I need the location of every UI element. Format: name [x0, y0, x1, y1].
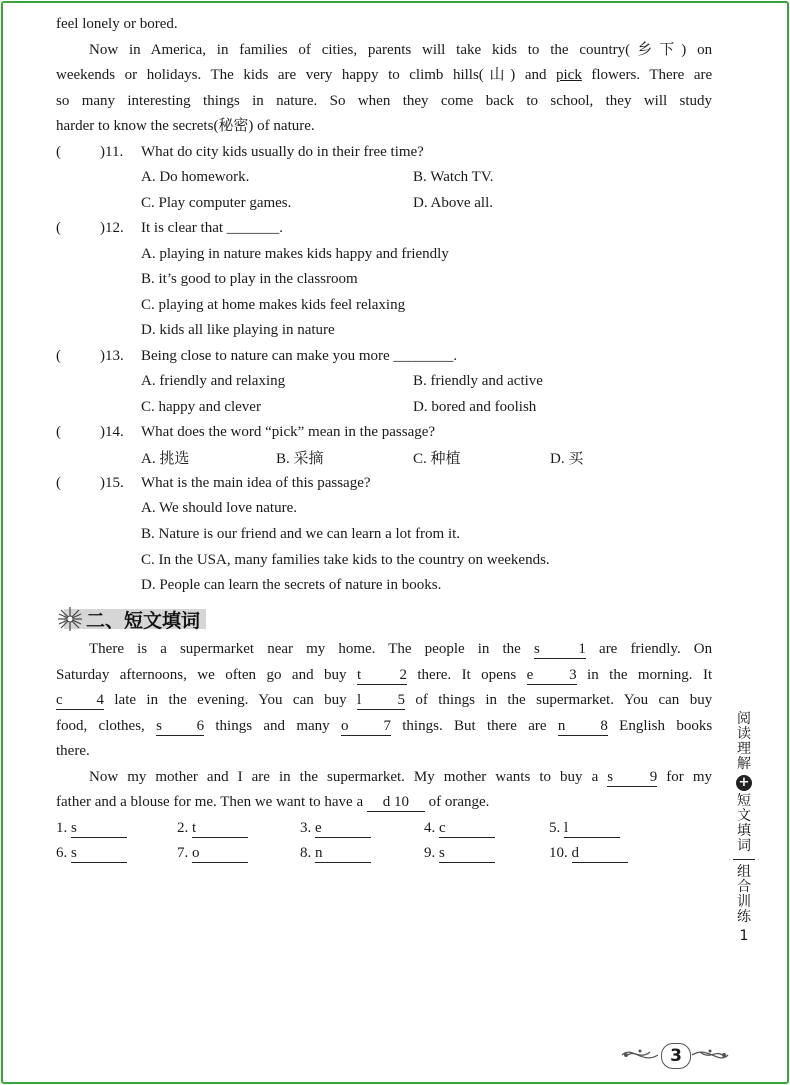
- side-divider: [733, 859, 755, 860]
- q11-option-d[interactable]: D. Above all.: [413, 195, 493, 211]
- page-number-ornament: [620, 1040, 730, 1070]
- q12-bracket[interactable]: (: [56, 220, 61, 236]
- q15-stem: What is the main idea of this passage?: [141, 475, 371, 491]
- answer-8[interactable]: 8. n: [300, 843, 371, 863]
- blank-2[interactable]: t 2: [356, 667, 407, 683]
- q12-option-a[interactable]: A. playing in nature makes kids happy and friendly: [141, 246, 449, 262]
- answer-6[interactable]: 6. s: [56, 843, 127, 863]
- answer-10[interactable]: 10. d: [549, 843, 628, 863]
- blank-6[interactable]: s 6: [156, 718, 205, 734]
- q14-option-b[interactable]: B. 采摘: [276, 451, 324, 467]
- page-number: 3: [661, 1043, 691, 1069]
- q15-option-d[interactable]: D. People can learn the secrets of nature in books.: [141, 577, 442, 593]
- answer-4[interactable]: 4. c: [424, 818, 495, 838]
- section-heading-text: 二、短文填词: [86, 610, 201, 632]
- q13-option-b[interactable]: B. friendly and active: [413, 373, 543, 389]
- cloze-line-7: father and a blouse for me. Then we want to have a d 10 of orange.: [56, 794, 490, 810]
- side-label: [733, 712, 755, 944]
- blank-1[interactable]: s 1: [533, 641, 586, 657]
- q15-number: )15.: [100, 475, 124, 491]
- q11-option-b[interactable]: B. Watch TV.: [413, 169, 494, 185]
- side-label-part2: 短文填词: [737, 793, 751, 854]
- blank-5[interactable]: l 5: [357, 692, 405, 708]
- plus-icon: +: [736, 775, 752, 791]
- answer-1[interactable]: 1. s: [56, 818, 127, 838]
- cloze-line-2: Saturday afternoons, we often go and buy t 2 there. It opens e 3 in the morning. It: [56, 667, 713, 683]
- q14-stem: What does the word “pick” mean in the passage?: [141, 424, 436, 440]
- blank-7[interactable]: o 7: [340, 718, 391, 734]
- q14-option-d[interactable]: D. 买: [550, 451, 584, 467]
- q13-option-a[interactable]: A. friendly and relaxing: [141, 373, 286, 389]
- q13-stem: Being close to nature can make you more ________.: [141, 348, 458, 364]
- q14-number: )14.: [100, 424, 124, 440]
- answer-5[interactable]: 5. l: [549, 818, 620, 838]
- q15-bracket[interactable]: (: [56, 475, 61, 491]
- blank-4[interactable]: c 4: [56, 692, 104, 708]
- q11-number: )11.: [100, 144, 124, 160]
- q13-option-d[interactable]: D. bored and foolish: [413, 399, 537, 415]
- q11-option-a[interactable]: A. Do homework.: [141, 169, 250, 185]
- q15-option-a[interactable]: A. We should love nature.: [141, 500, 297, 516]
- q13-bracket[interactable]: (: [56, 348, 61, 364]
- passage-line-4: harder to know the secrets(秘密) of nature.: [56, 118, 315, 134]
- blank-10[interactable]: d 10: [367, 794, 425, 812]
- q12-option-c[interactable]: C. playing at home makes kids feel relaxing: [141, 297, 406, 313]
- q14-bracket[interactable]: (: [56, 424, 61, 440]
- side-label-part1: 阅读理解: [737, 711, 751, 772]
- cloze-line-4: food, clothes, s 6 things and many o 7 things. But there are n 8 English books: [56, 718, 713, 734]
- q14-option-c[interactable]: C. 种植: [413, 451, 461, 467]
- q12-number: )12.: [100, 220, 124, 236]
- answer-2[interactable]: 2. t: [177, 818, 248, 838]
- q12-option-b[interactable]: B. it’s good to play in the classroom: [141, 271, 358, 287]
- passage-line-1: Now in America, in families of cities, parents will take kids to the country(乡下) on: [89, 42, 713, 58]
- blank-3[interactable]: e 3: [526, 667, 577, 683]
- cloze-line-5: there.: [56, 743, 90, 759]
- cloze-line-6: Now my mother and I are in the supermarket. My mother wants to buy a s 9 for my: [89, 769, 712, 785]
- q12-stem: It is clear that _______.: [141, 220, 284, 236]
- answer-7[interactable]: 7. o: [177, 843, 248, 863]
- blank-8[interactable]: n 8: [557, 718, 608, 734]
- blank-9[interactable]: s 9: [607, 769, 658, 785]
- q11-option-c[interactable]: C. Play computer games.: [141, 195, 292, 211]
- passage-line-3: so many interesting things in nature. So when they come back to school, they will study: [56, 93, 713, 109]
- q11-stem: What do city kids usually do in their free time?: [141, 144, 424, 160]
- passage-line-2: weekends or holidays. The kids are very happy to climb hills(山) and pick flowers. There are: [56, 67, 713, 83]
- q12-option-d[interactable]: D. kids all like playing in nature: [141, 322, 335, 338]
- answer-9[interactable]: 9. s: [424, 843, 495, 863]
- side-label-num: 1: [739, 928, 749, 944]
- cloze-line-3: c 4 late in the evening. You can buy l 5 of things in the supermarket. You can buy: [56, 692, 713, 708]
- q13-option-c[interactable]: C. happy and clever: [141, 399, 261, 415]
- q11-bracket[interactable]: (: [56, 144, 61, 160]
- answer-3[interactable]: 3. e: [300, 818, 371, 838]
- q15-option-c[interactable]: C. In the USA, many families take kids to the country on weekends.: [141, 552, 550, 568]
- cloze-line-1: There is a supermarket near my home. The people in the s 1 are friendly. On: [89, 641, 713, 657]
- q13-number: )13.: [100, 348, 124, 364]
- side-label-part3: 组合训练: [737, 864, 751, 925]
- q14-option-a[interactable]: A. 挑选: [141, 451, 190, 467]
- q15-option-b[interactable]: B. Nature is our friend and we can learn a lot from it.: [141, 526, 461, 542]
- passage-line-0: feel lonely or bored.: [56, 16, 178, 32]
